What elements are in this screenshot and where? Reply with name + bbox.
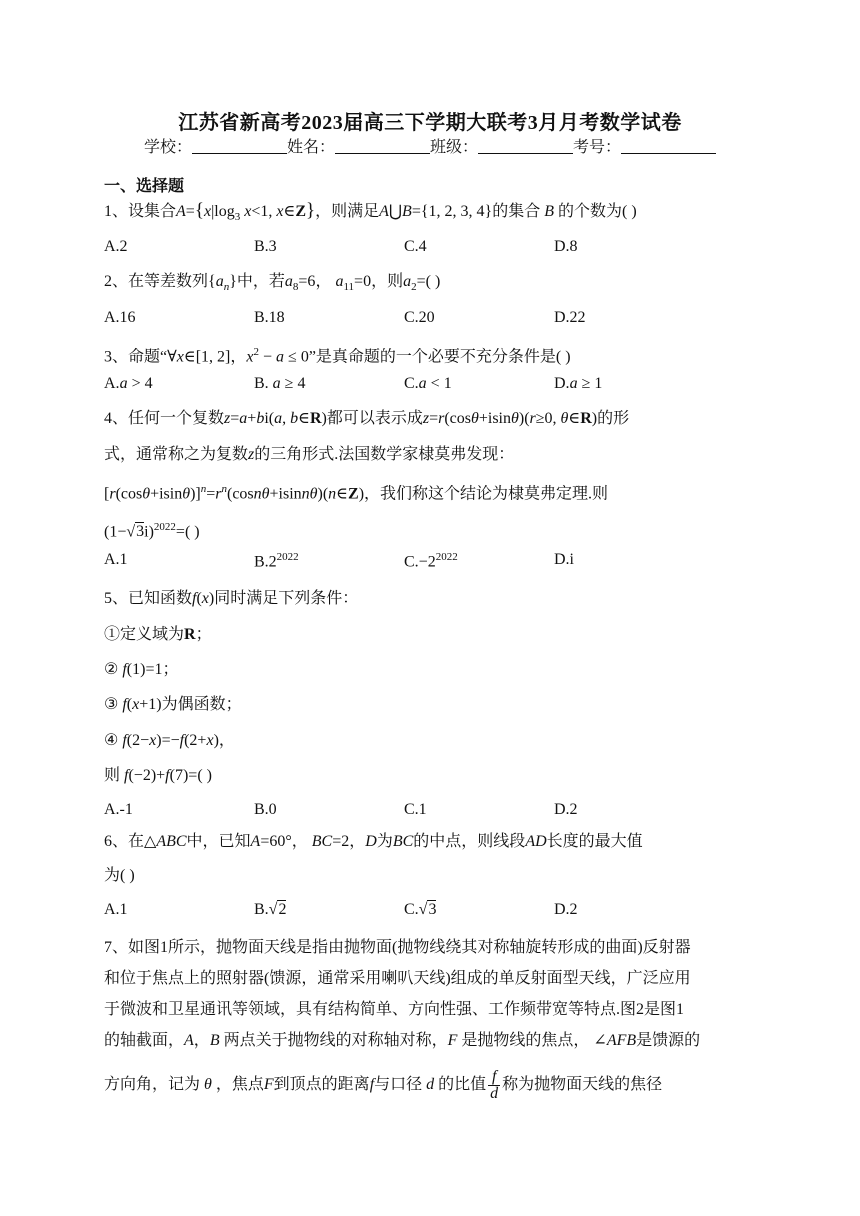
q3-prefix: 3、命题“	[104, 348, 168, 366]
q5-option-a[interactable]: A.-1	[104, 801, 133, 818]
q1-end: 的个数为( )	[558, 203, 637, 220]
q1-option-c[interactable]: C.4	[404, 238, 427, 255]
question-6-line-2: 为( )	[104, 867, 135, 884]
q6-option-b[interactable]: B.√2	[254, 901, 287, 918]
question-2: 2、在等差数列$\{a_n\}$中，若$a_8=6$， $a_{11}=0$，则$a_2=$( )	[104, 273, 441, 294]
q6-option-a[interactable]: A.1	[104, 901, 128, 918]
q2-option-c[interactable]: C.20	[404, 309, 435, 326]
q4-line2: 式，通常称之为复数	[104, 446, 249, 463]
question-1: 1、设集合$A=\{x|\log_3$ x<1, x∈Z}，则满足A⋃B={1, 2, 3, 4}的集合 B 的个数为( )	[104, 200, 637, 224]
q4-mid: 都可以表示成	[326, 410, 423, 427]
q5-option-b[interactable]: B.0	[254, 801, 277, 818]
q4-option-b[interactable]: $B.2^{2022}$	[254, 551, 299, 571]
q6-option-c[interactable]: C.√3	[404, 901, 437, 918]
q3-mid: ，	[230, 348, 247, 366]
q2-option-d[interactable]: D.22	[554, 309, 586, 326]
q3-end: ”是真命题的一个必要不充分条件是( )	[308, 348, 571, 366]
q4-line2b: 的三角形式.法国数学家棣莫弗发现：	[254, 446, 515, 463]
question-4-line-2: 式，通常称之为复数z的三角形式.法国数学家棣莫弗发现：	[104, 446, 515, 463]
question-7-line-3: 于微波和卫星通讯等领域，具有结构简单、方向性强、工作频带宽等特点.图2是图1	[104, 1001, 685, 1018]
q5-condition-4: ④ f(2−x)=−f(2+x)，	[104, 732, 235, 749]
question-6-line-1: 6、在△ABC中，已知A=60°， BC=2，D为BC的中点，则线段AD长度的最大值	[104, 833, 643, 850]
q5-condition-2: ② f(1)=1；	[104, 661, 179, 678]
class-label: 班级：	[430, 139, 479, 156]
q2-mid1: 中，若	[236, 273, 285, 290]
q2-option-b[interactable]: B.18	[254, 309, 285, 326]
q2-option-a[interactable]: A.16	[104, 309, 136, 326]
q4-option-d[interactable]: D.i	[554, 551, 574, 568]
q4-line3: ，我们称这个结论为棣莫弗定理.则	[364, 485, 609, 503]
q5-condition-3: ③ f(x+1)为偶函数；	[104, 696, 242, 713]
question-7-line-2: 和位于焦点上的照射器(馈源，通常采用喇叭天线)组成的单反射面型天线，广泛应用	[104, 970, 691, 987]
question-5: 5、已知函数f(x)同时满足下列条件：	[104, 590, 359, 607]
q1-option-b[interactable]: B.3	[254, 238, 277, 255]
name-label: 姓名：	[286, 139, 335, 156]
q5-condition-1: ①定义域为R；	[104, 626, 212, 643]
question-7-line-1: 7、如图1所示，抛物面天线是指由抛物面(抛物线绕其对称轴旋转形成的曲面)反射器	[104, 939, 691, 956]
q5-prefix: 5、已知函数	[104, 590, 193, 607]
q3-option-d[interactable]: D.a ≥ 1	[554, 375, 603, 392]
q4-end: 的形	[597, 410, 630, 427]
q3-option-c[interactable]: C.a < 1	[404, 375, 452, 392]
f-over-d-fraction: $\frac{f}{d}$	[490, 1067, 499, 1102]
exam-no-label: 考号：	[573, 139, 622, 156]
q5-option-c[interactable]: C.1	[404, 801, 427, 818]
exam-title: 江苏省新高考2023届高三下学期大联考3月月考数学试卷	[178, 112, 682, 134]
q1-middle: ，则满足	[315, 203, 380, 220]
question-3: 3、命题“∀x∈[1, 2]，$x^2 - a \le 0$”是真命题的一个必要不充分条件是( )	[104, 346, 571, 366]
student-info-line	[0, 134, 860, 157]
exam-no-blank[interactable]	[621, 138, 716, 154]
class-blank[interactable]	[478, 138, 573, 154]
question-4-line-1: 4、任何一个复数z=a+bi(a, b∈R)都可以表示成z=r(cosθ+isinθ)(r≥0, θ∈R)的形	[104, 410, 630, 427]
school-blank[interactable]	[192, 138, 287, 154]
q4-option-c[interactable]: $C.-2^{2022}$	[404, 551, 458, 571]
question-7-line-5: 方向角，记为 θ ，焦点F到顶点的距离f与口径 d 的比值 $\frac{f}{d}$ 称为抛物面天线的焦径	[104, 1067, 663, 1102]
question-7-line-4: 的轴截面，A，B 两点关于抛物线的对称轴对称，F 是抛物线的焦点， ∠AFB是馈源的	[104, 1032, 701, 1049]
question-4-line-4: $(1-√3i)^{2022}=$( )	[104, 521, 200, 541]
section-heading: 一、选择题	[104, 178, 185, 195]
q5-ask: 则 f(−2)+f(7)=( )	[104, 767, 212, 784]
q2-prefix: 2、在等差数列	[104, 273, 209, 290]
q1-prefix: 1、设集合	[104, 203, 177, 220]
q5-end: 同时满足下列条件：	[214, 590, 359, 607]
q2-end: ( )	[425, 273, 441, 290]
q4-option-a[interactable]: A.1	[104, 551, 128, 568]
q4-prefix: 4、任何一个复数	[104, 410, 225, 427]
question-4-line-3: $[r(\cos\theta+isin\theta)]^n=r^n(\cos n\theta+isinn\theta)(n\in Z)$，我们称这个结论为棣莫弗定理.则	[104, 483, 609, 503]
school-label: 学校：	[143, 139, 192, 156]
q1-option-d[interactable]: D.8	[554, 238, 578, 255]
q3-option-b[interactable]: B. a ≥ 4	[254, 375, 306, 392]
q2-mid2: ，	[315, 273, 332, 290]
q2-mid3: ，则	[371, 273, 404, 290]
q5-option-d[interactable]: D.2	[554, 801, 578, 818]
q1-suffix: 的集合	[492, 203, 541, 220]
q3-option-a[interactable]: A.a > 4	[104, 375, 153, 392]
name-blank[interactable]	[335, 138, 430, 154]
q4-line4-end: ( )	[184, 523, 200, 541]
q6-option-d[interactable]: D.2	[554, 901, 578, 918]
q1-option-a[interactable]: A.2	[104, 238, 128, 255]
